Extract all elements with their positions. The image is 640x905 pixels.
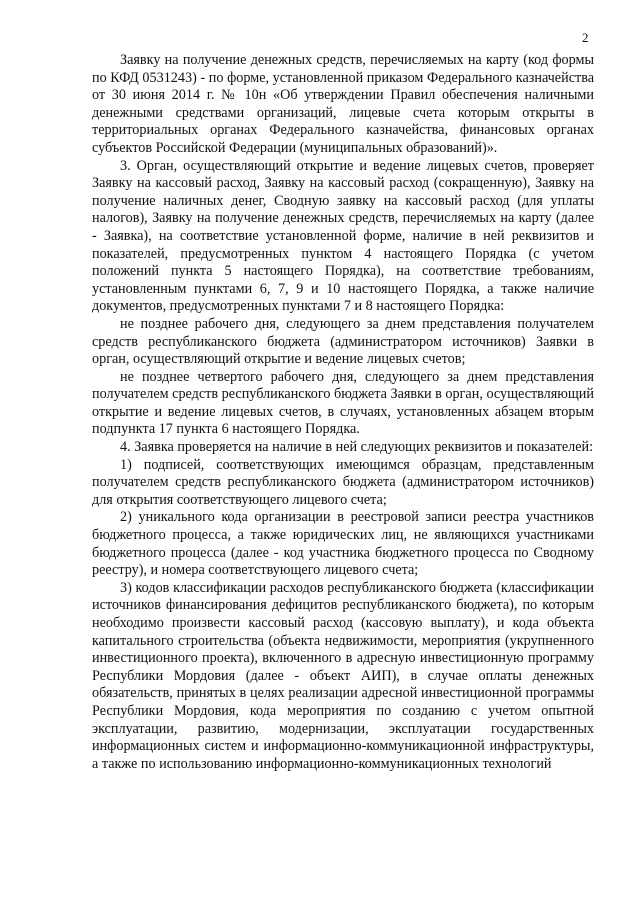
paragraph-subitem-2: 2) уникального кода организации в реестровой записи реестра участников бюджетного процесса, а также юридических лиц, не являющихся участниками бюджетного процесса (далее - код участника бюджетного процесса по Сводному реестру), и номера соответствующего лицевого счета; [92,509,594,579]
paragraph-form-0531243: Заявку на получение денежных средств, перечисляемых на карту (код формы по КФД 0531243) - по форме, установленной приказом Федерального казначейства от 30 июня 2014 г. № 10н «Об утверждении Правил обеспечения наличными денежными средствами организаций, лицевые счета которым открыты в территориальных органах Федерального казначейства, финансовых органах субъектов Российской Федерации (муниципальных образований)». [92,52,594,156]
paragraph-deadline-fourth: не позднее четвертого рабочего дня, следующего за днем представления получателем средств республиканского бюджета Заявки в орган, осуществляющий открытие и ведение лицевых счетов, в случаях, установленных абзацем вторым подпункта 17 пункта 6 настоящего Порядка. [92,368,594,438]
paragraph-item-3: 3. Орган, осуществляющий открытие и ведение лицевых счетов, проверяет Заявку на кассовый расход, Заявку на кассовый расход (сокращенную), Заявку на получение наличных денег, Сводную заявку на кассовый расход (для уплаты налогов), Заявку на получение денежных средств, перечисляемых на карту (далее - Заявка), на соответствие установленной форме, наличие в ней реквизитов и показателей, предусмотренных пунктом 4 настоящего Порядка (с учетом положений пункта 5 настоящего Порядка), на соответствие требованиям, установленным пунктами 6, 7, 9 и 10 настоящего Порядка, а также наличие документов, предусмотренных пунктами 7 и 8 настоящего Порядка: [92,157,594,315]
paragraph-subitem-3: 3) кодов классификации расходов республиканского бюджета (классификации источников финансирования дефицитов республиканского бюджета), по которым необходимо произвести кассовый расход (кассовую выплату), и кода объекта капитального строительства (объекта недвижимости, мероприятия (укрупненного инвестиционного проекта), включенного в адресную инвестиционную программу Республики Мордовия (далее - объект АИП), в случае оплаты денежных обязательств, принятых в целях реализации адресной инвестиционной программы Республики Мордовия, кода мероприятия по созданию с учетом опытной эксплуатации, развитию, модернизации, эксплуатации государственных информационных систем и информационно-коммуникационной инфраструктуры, а также по использованию информационно-коммуникационных технологий [92,579,594,772]
paragraph-deadline-first: не позднее рабочего дня, следующего за днем представления получателем средств республиканского бюджета (администратором источников) Заявки в орган, осуществляющий открытие и ведение лицевых счетов; [92,315,594,368]
paragraph-item-4: 4. Заявка проверяется на наличие в ней следующих реквизитов и показателей: [120,439,594,456]
page-number: 2 [582,30,589,45]
document-body [92,52,594,773]
paragraph-subitem-1: 1) подписей, соответствующих имеющимся образцам, представленным получателем средств республиканского бюджета (администратором источников) для открытия соответствующего лицевого счета; [92,456,594,508]
